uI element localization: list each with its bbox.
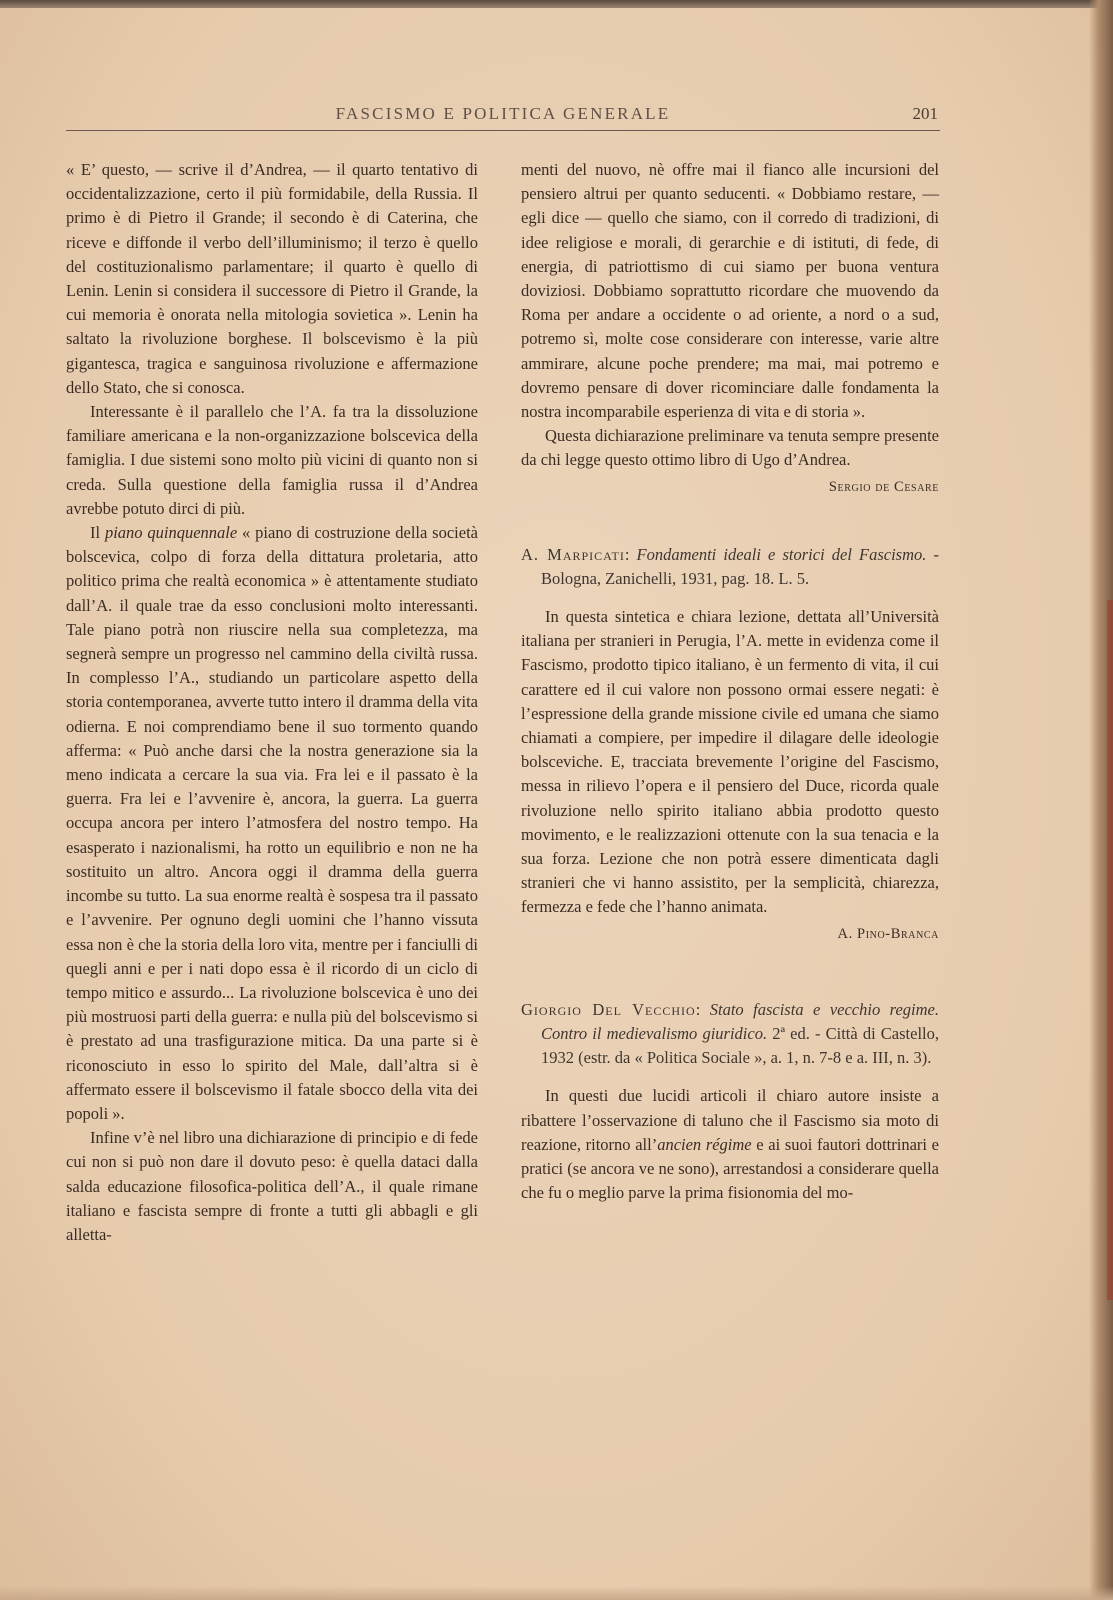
spacer [521, 1070, 939, 1084]
review-title: Fondamenti ideali e storici del Fascismo. [636, 544, 927, 564]
paragraph [521, 1084, 939, 1205]
paragraph: Questa dichiarazione preliminare va tenuta sempre presente da chi legge questo ottimo libro di Ugo d’Andrea. [521, 426, 939, 470]
separator: : [624, 544, 637, 564]
spacer [521, 946, 939, 998]
left-column [66, 158, 478, 1247]
right-column [521, 158, 939, 1205]
review-heading [521, 543, 939, 591]
header-rule [66, 130, 940, 131]
separator: : [695, 999, 710, 1019]
binding-strip [1107, 600, 1113, 1300]
review-author: A. Marpicati [521, 544, 625, 564]
text-run: In questi due lucidi articoli il chiaro autore insiste a ribattere l’osservazione di taluno che il Fascismo sia moto di reazione, ritorno all’ [521, 1086, 939, 1154]
review-details: 2ª ed. - Città di Castello, 1932 (estr. da « Politica Sociale », a. 1, n. 7-8 e a. III, n. 3). [541, 1023, 939, 1068]
spacer [521, 499, 939, 543]
review-title: Stato fascista e vecchio regime. Contro il medievalismo giuridico. [541, 999, 939, 1043]
text-run: « piano di costruzione della società bolscevica, colpo di forza della dittatura proletaria, atto politico prima che realtà economica » è attentamente studiato dall’A. il quale trae da esso conclusioni molto interessanti. Tale piano potrà non riuscire nella sua completezza, ma segnerà sempre un progresso nel cammino della civiltà russa. In complesso l’A., studiando un particolare aspetto della storia contemporanea, avverte tutto intero il dramma della vita odierna. E noi comprendiamo bene il suo tormento quando afferma: « Può anche darsi che la nostra generazione sia la meno indicata a cercare la sua via. Fra lei e il passato è la guerra. Fra lei e l’avvenire è, ancora, la guerra. La guerra occupa ancora per intero l’atmosfera del nostro tempo. Ha esasperato i nazionalismi, ha rotto un equilibrio e non ne ha sostituito un altro. Ancora oggi il dramma della guerra incombe su tutto. La sua enorme realtà è sospesa tra il passato e l’avvenire. Per ognuno degli uomini che l’hanno vissuta essa non è che la storia della loro vita, mentre per i fanciulli di quegli anni e per i nati dopo essa è il ricordo di un ciclo di tempo mitico e assurdo... La rivoluzione bolscevica è uno dei più mostruosi parti della guerra: e nulla più del bolscevismo si è prestato ad una trasfigurazione mitica. Da una parte si è riconosciuto in esso lo spirito del Male, dall’altra si è affermato essere il bolscevismo il fatale sbocco della vita dei popoli ». [66, 523, 478, 1123]
paragraph [66, 521, 478, 1126]
review-author: Giorgio Del Vecchio [521, 999, 696, 1019]
text-run: Il [90, 523, 105, 543]
review-details: - Bologna, Zanichelli, 1931, pag. 18. L. 5. [541, 544, 939, 588]
paragraph: « E’ questo, — scrive il d’Andrea, — il quarto tentativo di occidentalizzazione, certo il più formidabile, della Russia. Il primo è di Pietro il Grande; il secondo è di Caterina, che riceve e diffonde il verbo dell’illuminismo; il terzo è quello del costituzionalismo parlamentare; il quarto è quello di Lenin. Lenin si considera il successore di Pietro il Grande, la cui memoria è onorata nella mitologia sovietica ». Lenin ha saltato la rivoluzione borghese. Il bolscevismo è la più gigantesca, tragica e sanguinosa rivoluzione e affermazione dello Stato, che si conosca. [66, 160, 478, 397]
signature-name: Sergio de Cesare [828, 478, 939, 495]
paragraph: In questa sintetica e chiara lezione, dettata all’Università italiana per stranieri in Perugia, l’A. mette in evidenza come il Fascismo, prodotto tipico italiano, è un fermento di vita, il cui carattere ed il cui valore non possono ormai essere negati: è l’espressione della grande missione civile ed umana che siamo chiamati a compiere, per impedire il dilagare delle ideologie bolsceviche. E, tracciata brevemente l’origine del Fascismo, messa in rilievo l’opera e il pensiero del Duce, ricorda quale rivoluzione nello spirito italiano abbia prodotto questo movimento, e le realizzazioni ottenute con la sua tenacia e la sua forza. Lezione che non potrà essere dimenticata dagli stranieri che vi hanno assistito, per la semplicità, chiarezza, fermezza e fede che l’hanno animata. [521, 607, 939, 917]
paragraph: menti del nuovo, nè offre mai il fianco alle incursioni del pensiero altrui per quanto seducenti. « Dobbiamo restare, — egli dice — quello che siamo, con il corredo di tradizioni, di idee religiose e morali, di gerarchie e di istituti, di fede, di energia, di patriottismo di cui siamo per buona ventura doviziosi. Dobbiamo soprattutto ricordare che muovendo da Roma per andare a occidente o ad oriente, a nord o a sud, potremo sì, molte cose considerare con interesse, varie altre ammirare, alcune poche prendere; ma mai, mai potremo e dovremo pensare di dover ricominciare dalle fondamenta la nostra incomparabile esperienza di vita e di storia ». [521, 160, 939, 422]
signature-name: A. Pino-Branca [837, 925, 939, 942]
spacer [521, 591, 939, 605]
running-head [66, 104, 940, 130]
paragraph: Infine v’è nel libro una dichiarazione di principio e di fede cui non si può non dare il dovuto peso: è quella dataci dalla salda educazione filosofica-politica dell’A., il quale rimane italiano e fascista sempre di fronte a tutti gli abbagli e gli alletta- [66, 1128, 478, 1244]
running-title: FASCISMO E POLITICA GENERALE [335, 104, 671, 123]
page-bottom-edge [0, 1586, 1113, 1600]
signature [521, 475, 939, 499]
text-run: e ai suoi fautori dottrinari e pratici (se ancora ve ne sono), arrestandosi a considerare quella che fu o meglio parve la prima fisionomia del mo- [521, 1134, 939, 1203]
italic-term: ancien régime [657, 1134, 752, 1154]
signature [521, 922, 939, 946]
page-number: 201 [912, 104, 938, 123]
italic-term: piano quinquennale [104, 523, 238, 543]
page-top-edge [0, 0, 1113, 8]
paragraph: Interessante è il parallelo che l’A. fa tra la dissoluzione familiare americana e la non-organizzazione bolscevica della famiglia. I due sistemi sono molto più vicini di quanto non si creda. Sulla questione della famiglia russa il d’Andrea avrebbe potuto dirci di più. [66, 402, 478, 518]
review-heading [521, 998, 939, 1071]
